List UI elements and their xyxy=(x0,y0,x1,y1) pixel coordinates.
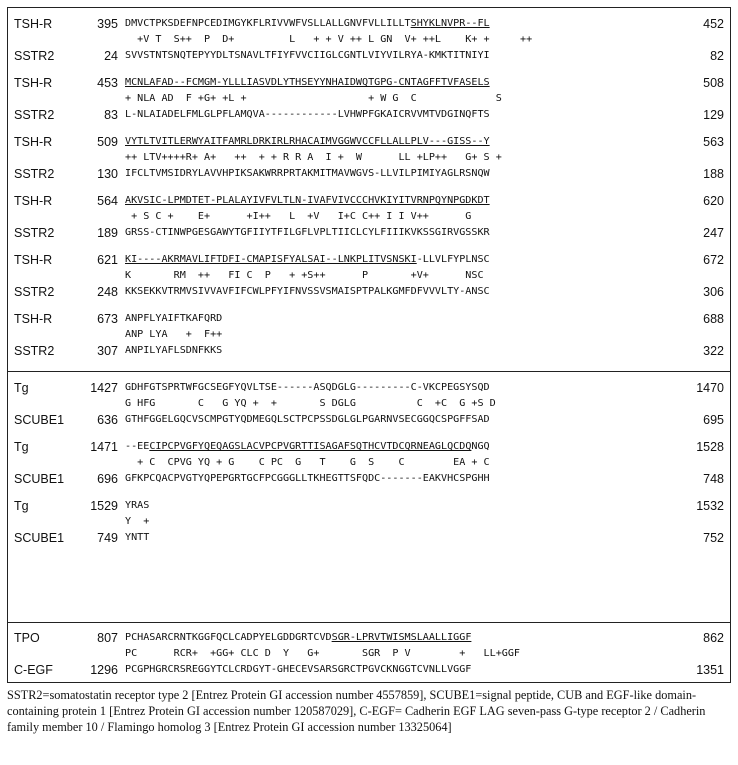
query-start: 453 xyxy=(97,76,118,90)
subject-name: SCUBE1 xyxy=(14,531,65,545)
query-name: Tg xyxy=(14,381,29,395)
subject-sequence: PCGPHGRCRSREGGYTCLCRDGYT-GHECEVSARSGRCTPGVCKNGGTCVNLLVGGF xyxy=(125,664,472,675)
subject-end: 247 xyxy=(703,226,724,240)
query-end: 672 xyxy=(703,253,724,267)
subject-name: SSTR2 xyxy=(14,108,55,122)
section-divider xyxy=(8,622,730,623)
query-sequence: --EECIPCPVGFYQEQAGSLACVPCPVGRTTISAGAFSQTHCVTDCQRNEAGLQCDQNGQ xyxy=(125,441,490,452)
query-name: TPO xyxy=(14,631,40,645)
query-row xyxy=(8,439,730,455)
match-line: ANP LYA + F++ xyxy=(125,329,223,340)
query-name: TSH-R xyxy=(14,17,53,31)
match-line: + S C + E+ +I++ L +V I+C C++ I I V++ G xyxy=(125,211,472,222)
subject-start: 130 xyxy=(97,167,118,181)
query-name: Tg xyxy=(14,440,29,454)
subject-name: C-EGF xyxy=(14,663,53,677)
subject-start: 307 xyxy=(97,344,118,358)
subject-sequence: ANPILYAFLSDNFKKS xyxy=(125,345,223,356)
underlined-region: MCNLAFAD--FCMGM-YLLLIASVDLYTHSEYYNHAIDWQTGPG-CNTAGFFTVFASELS xyxy=(125,77,490,88)
subject-start: 83 xyxy=(104,108,118,122)
underlined-region: SHYKLNVPR--FL xyxy=(410,18,490,29)
subject-start: 1296 xyxy=(90,663,118,677)
query-name: TSH-R xyxy=(14,194,53,208)
match-row xyxy=(8,268,730,284)
match-line: PC RCR+ +GG+ CLC D Y G+ SGR P V + LL+GGF xyxy=(125,648,521,659)
query-end: 452 xyxy=(703,17,724,31)
match-line: K RM ++ FI C P + +S++ P +V+ NSC xyxy=(125,270,484,281)
subject-end: 1351 xyxy=(696,663,724,677)
underlined-region: KI----AKRMAVLIFTDFI-CMAPISFYALSAI--LNKPLITVSNSKI xyxy=(125,254,417,265)
query-start: 621 xyxy=(97,253,118,267)
query-sequence: ANPFLYAIFTKAFQRD xyxy=(125,313,223,324)
query-row xyxy=(8,75,730,91)
query-end: 1470 xyxy=(696,381,724,395)
query-name: Tg xyxy=(14,499,29,513)
match-row xyxy=(8,455,730,471)
subject-sequence: L-NLAIADELFMLGLPFLAMQVA------------LVHWPFGKAICRVVMTVDGINQFTS xyxy=(125,109,490,120)
subject-end: 188 xyxy=(703,167,724,181)
match-row xyxy=(8,91,730,107)
subject-sequence: YNTT xyxy=(125,532,150,543)
underlined-region: AKVSIC-LPMDTET-PLALAYIVFVLTLN-IVAFVIVCCCHVKIYITVRNPQYNPGDKDT xyxy=(125,195,490,206)
subject-row xyxy=(8,225,730,241)
subject-row xyxy=(8,284,730,300)
subject-end: 748 xyxy=(703,472,724,486)
query-row xyxy=(8,252,730,268)
query-sequence xyxy=(125,134,490,150)
subject-row xyxy=(8,471,730,487)
query-start: 1529 xyxy=(90,499,118,513)
query-sequence: KI----AKRMAVLIFTDFI-CMAPISFYALSAI--LNKPLITVSNSKI-LLVLFYPLNSC xyxy=(125,254,490,265)
subject-name: SSTR2 xyxy=(14,226,55,240)
subject-row xyxy=(8,662,730,678)
subject-start: 696 xyxy=(97,472,118,486)
match-line: G HFG C G YQ + + S DGLG C +C G +S D xyxy=(125,398,496,409)
match-row xyxy=(8,150,730,166)
query-row xyxy=(8,193,730,209)
query-start: 564 xyxy=(97,194,118,208)
subject-row xyxy=(8,166,730,182)
subject-end: 82 xyxy=(710,49,724,63)
subject-row xyxy=(8,530,730,546)
query-row xyxy=(8,134,730,150)
query-name: TSH-R xyxy=(14,253,53,267)
subject-start: 749 xyxy=(97,531,118,545)
query-name: TSH-R xyxy=(14,76,53,90)
subject-row xyxy=(8,107,730,123)
subject-name: SCUBE1 xyxy=(14,472,65,486)
query-end: 862 xyxy=(703,631,724,645)
figure-caption: SSTR2=somatostatin receptor type 2 [Entrez Protein GI accession number 4557859], SCUBE1=signal peptide, CUB and EGF-like domain-containing protein 1 [Entrez Protein GI accession number 120587029], C-EGF= Cadherin EGF LAG seven-pass G-type receptor 2 / Cadherin family member 10 / Flamingo homolog 3 [Entrez Protein GI accession number 13325064] xyxy=(7,688,706,734)
subject-name: SSTR2 xyxy=(14,344,55,358)
subject-sequence: SVVSTNTSNQTEPYYDLTSNAVLTFIYFVVCIIGLCGNTLVIYVILRYA-KMKTITNIYI xyxy=(125,50,490,61)
section-divider xyxy=(8,371,730,372)
subject-name: SSTR2 xyxy=(14,285,55,299)
match-line: ++ LTV++++R+ A+ ++ + + R R A I + W LL +LP++ G+ S + xyxy=(125,152,502,163)
subject-sequence: GFKPCQACPVGTYQPEPGRTGCFPCGGGLLTKHEGTTSFQDC-------EAKVHCSPGHH xyxy=(125,473,490,484)
subject-end: 306 xyxy=(703,285,724,299)
match-row xyxy=(8,514,730,530)
query-sequence: DMVCTPKSDEFNPCEDIMGYKFLRIVVWFVSLLALLGNVFVLLILLTSHYKLNVPR--FL xyxy=(125,18,490,29)
query-row xyxy=(8,380,730,396)
subject-end: 695 xyxy=(703,413,724,427)
query-sequence: GDHFGTSPRTWFGCSEGFYQVLTSE------ASQDGLG---------C-VKCPEGSYSQD xyxy=(125,382,490,393)
underlined-region: SGR-LPRVTWISMSLAALLIGGF xyxy=(331,632,472,643)
query-start: 509 xyxy=(97,135,118,149)
query-end: 1528 xyxy=(696,440,724,454)
query-row xyxy=(8,630,730,646)
query-end: 508 xyxy=(703,76,724,90)
query-end: 620 xyxy=(703,194,724,208)
match-row xyxy=(8,327,730,343)
match-line: Y + xyxy=(125,516,150,527)
match-line: +V T S++ P D+ L + + V ++ L GN V+ ++L K+ + ++ xyxy=(125,34,533,45)
query-sequence xyxy=(125,75,490,91)
query-name: TSH-R xyxy=(14,312,53,326)
subject-name: SSTR2 xyxy=(14,167,55,181)
subject-start: 248 xyxy=(97,285,118,299)
match-row xyxy=(8,396,730,412)
query-start: 395 xyxy=(97,17,118,31)
subject-sequence: GRSS-CTINWPGESGAWYTGFIIYTFILGFLVPLTIICLCYLFIIIKVKSSGIRVGSSKR xyxy=(125,227,490,238)
subject-end: 129 xyxy=(703,108,724,122)
subject-end: 752 xyxy=(703,531,724,545)
query-name: TSH-R xyxy=(14,135,53,149)
match-line: + C CPVG YQ + G C PC G T G S C EA + C xyxy=(125,457,490,468)
subject-row xyxy=(8,343,730,359)
match-row xyxy=(8,32,730,48)
subject-start: 24 xyxy=(104,49,118,63)
subject-sequence: IFCLTVMSIDRYLAVVHPIKSAKWRRPRTAKMITMAVWGVS-LLVILPIMIYAGLRSNQW xyxy=(125,168,490,179)
alignment-table xyxy=(7,7,731,683)
subject-start: 189 xyxy=(97,226,118,240)
underlined-region: VYTLTVITLERWYAITFAMRLDRKIRLRHACAIMVGGWVCCFLLALLPLV---GISS--Y xyxy=(125,136,490,147)
match-row xyxy=(8,646,730,662)
query-end: 1532 xyxy=(696,499,724,513)
subject-end: 322 xyxy=(703,344,724,358)
match-row xyxy=(8,209,730,225)
subject-name: SSTR2 xyxy=(14,49,55,63)
subject-name: SCUBE1 xyxy=(14,413,65,427)
query-row xyxy=(8,311,730,327)
query-start: 807 xyxy=(97,631,118,645)
query-row xyxy=(8,498,730,514)
subject-row xyxy=(8,412,730,428)
query-row xyxy=(8,16,730,32)
query-end: 688 xyxy=(703,312,724,326)
query-sequence: YRAS xyxy=(125,500,150,511)
subject-sequence: GTHFGGELGQCVSCMPGTYQDMEGQLSCTPCPSSDGLGLPGARNVSECGGQCSPGFFSAD xyxy=(125,414,490,425)
subject-row xyxy=(8,48,730,64)
query-end: 563 xyxy=(703,135,724,149)
match-line: + NLA AD F +G+ +L + + W G C S xyxy=(125,93,502,104)
query-sequence: PCHASARCRNTKGGFQCLCADPYELGDDGRTCVDSGR-LPRVTWISMSLAALLIGGF xyxy=(125,632,472,643)
subject-start: 636 xyxy=(97,413,118,427)
query-sequence xyxy=(125,193,490,209)
query-start: 673 xyxy=(97,312,118,326)
query-start: 1427 xyxy=(90,381,118,395)
underlined-region: CIPCPVGFYQEQAGSLACVPCPVGRTTISAGAFSQTHCVTDCQRNEAGLQCDQ xyxy=(149,441,472,452)
query-start: 1471 xyxy=(90,440,118,454)
subject-sequence: KKSEKKVTRMVSIVVAVFIFCWLPFYIFNVSSVSMAISPTPALKGMFDFVVVLTY-ANSC xyxy=(125,286,490,297)
